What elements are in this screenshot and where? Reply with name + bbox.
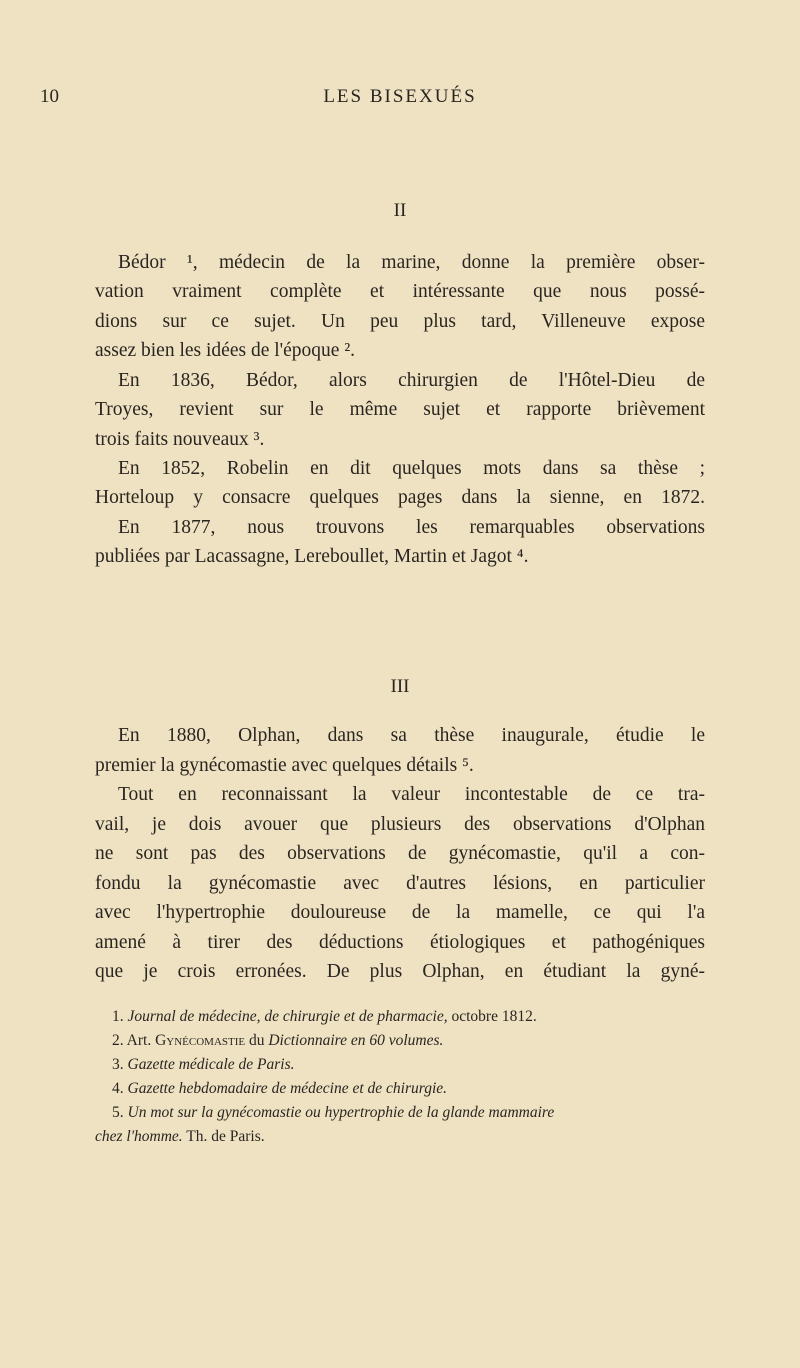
text-line: En 1836, Bédor, alors chirurgien de l'Hôtel-Dieu de <box>118 370 705 391</box>
footnote-5 <box>112 1103 554 1123</box>
footnote-entry: Gynécomastie <box>155 1032 246 1049</box>
text-line: En 1852, Robelin en dit quelques mots dans sa thèse ; <box>118 458 705 479</box>
footnote-text: du <box>245 1032 269 1049</box>
text-line: amené à tirer des déductions étiologiques et pathogéniques <box>95 932 705 953</box>
text-line: fondu la gynécomastie avec d'autres lésions, en particulier <box>95 873 705 894</box>
footnote-title: Gazette hebdomadaire de médecine et de chirurgie. <box>127 1080 448 1097</box>
footnote-5-continued <box>95 1127 265 1147</box>
text-line: que je crois erronées. De plus Olphan, en étudiant la gyné- <box>95 961 705 982</box>
text-line: trois faits nouveaux ³. <box>95 429 265 450</box>
running-title: LES BISEXUÉS <box>323 86 477 107</box>
text-line: dions sur ce sujet. Un peu plus tard, Villeneuve expose <box>95 311 705 332</box>
page-number: 10 <box>40 86 59 107</box>
text-line: avec l'hypertrophie douloureuse de la mamelle, ce qui l'a <box>95 902 705 923</box>
footnote-text: Th. de Paris. <box>182 1128 265 1145</box>
text-line: vail, je dois avouer que plusieurs des observations d'Olphan <box>95 814 705 835</box>
footnote-2 <box>112 1031 443 1051</box>
text-line: premier la gynécomastie avec quelques détails ⁵. <box>95 755 474 776</box>
text-line: Horteloup y consacre quelques pages dans la sienne, en 1872. <box>95 487 705 508</box>
section-heading-ii: II <box>393 200 407 221</box>
footnote-title: Un mot sur la gynécomastie ou hypertrophie de la glande mammaire <box>127 1104 555 1121</box>
footnote-number: 3. <box>112 1056 124 1073</box>
footnote-title: chez l'homme. <box>95 1128 183 1145</box>
footnote-title: Journal de médecine, de chirurgie et de pharmacie, <box>127 1008 448 1025</box>
text-line: En 1880, Olphan, dans sa thèse inaugurale, étudie le <box>118 725 705 746</box>
footnote-1 <box>112 1007 537 1027</box>
footnote-text: Art. <box>126 1032 156 1049</box>
text-line: ne sont pas des observations de gynécomastie, qu'il a con- <box>95 843 705 864</box>
footnote-number: 4. <box>112 1080 124 1097</box>
text-line: publiées par Lacassagne, Lereboullet, Martin et Jagot ⁴. <box>95 546 529 567</box>
text-line: En 1877, nous trouvons les remarquables observations <box>118 517 705 538</box>
footnote-3 <box>112 1055 295 1075</box>
text-line: Bédor ¹, médecin de la marine, donne la première obser- <box>118 252 705 273</box>
text-line: vation vraiment complète et intéressante que nous possé- <box>95 281 705 302</box>
footnote-text: octobre 1812. <box>447 1008 537 1025</box>
footnote-title: Dictionnaire en 60 volumes. <box>268 1032 444 1049</box>
footnote-number: 5. <box>112 1104 124 1121</box>
text-line: assez bien les idées de l'époque ². <box>95 340 356 361</box>
section-heading-iii: III <box>390 676 410 697</box>
footnote-title: Gazette médicale de Paris. <box>127 1056 295 1073</box>
footnote-4 <box>112 1079 447 1099</box>
footnote-number: 2. <box>112 1032 124 1049</box>
footnote-number: 1. <box>112 1008 124 1025</box>
text-line: Tout en reconnaissant la valeur incontestable de ce tra- <box>118 784 705 805</box>
text-line: Troyes, revient sur le même sujet et rapporte brièvement <box>95 399 705 420</box>
